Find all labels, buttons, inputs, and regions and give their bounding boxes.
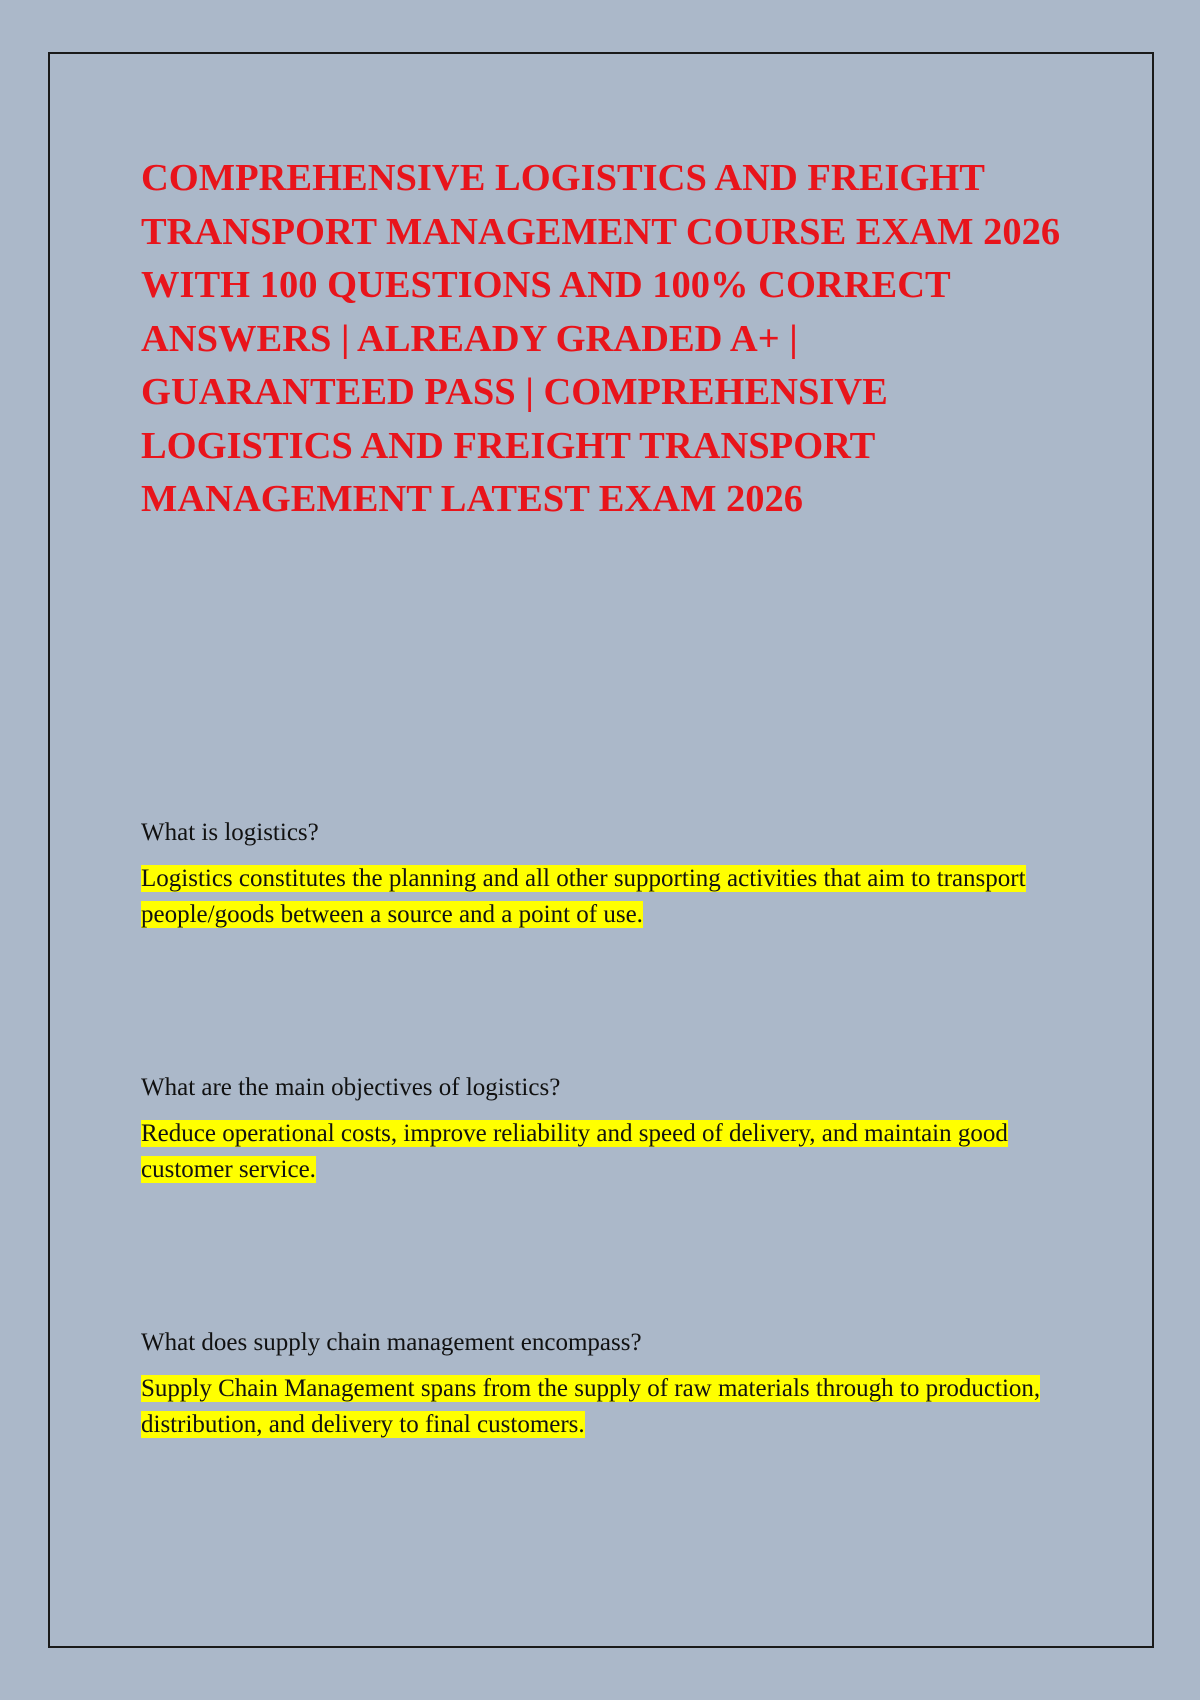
- answer-text: [141, 1116, 1081, 1188]
- answer-highlight: Reduce operational costs, improve reliability and speed of delivery, and maintain good customer service.: [141, 1120, 1008, 1183]
- answer-text: [141, 1371, 1081, 1443]
- qa-item: [141, 1325, 1081, 1443]
- qa-item: [141, 815, 1081, 933]
- answer-highlight: Supply Chain Management spans from the supply of raw materials through to production, distribution, and delivery to final customers.: [141, 1375, 1041, 1438]
- question-text: What are the main objectives of logistics?: [141, 1074, 561, 1101]
- qa-item: [141, 1070, 1081, 1188]
- answer-text: [141, 861, 1081, 933]
- question-text: What is logistics?: [141, 819, 319, 846]
- answer-highlight: Logistics constitutes the planning and all other supporting activities that aim to transport people/goods between a source and a point of use.: [141, 865, 1026, 928]
- question-text: What does supply chain management encompass?: [141, 1329, 642, 1356]
- document-title: COMPREHENSIVE LOGISTICS AND FREIGHT TRANSPORT MANAGEMENT COURSE EXAM 2026 WITH 100 QUESTIONS AND 100% CORRECT ANSWERS | ALREADY GRADED A+ | GUARANTEED PASS | COMPREHENSIVE LOGISTICS AND FREIGHT TRANSPORT MANAGEMENT LATEST EXAM 2026: [141, 157, 1061, 520]
